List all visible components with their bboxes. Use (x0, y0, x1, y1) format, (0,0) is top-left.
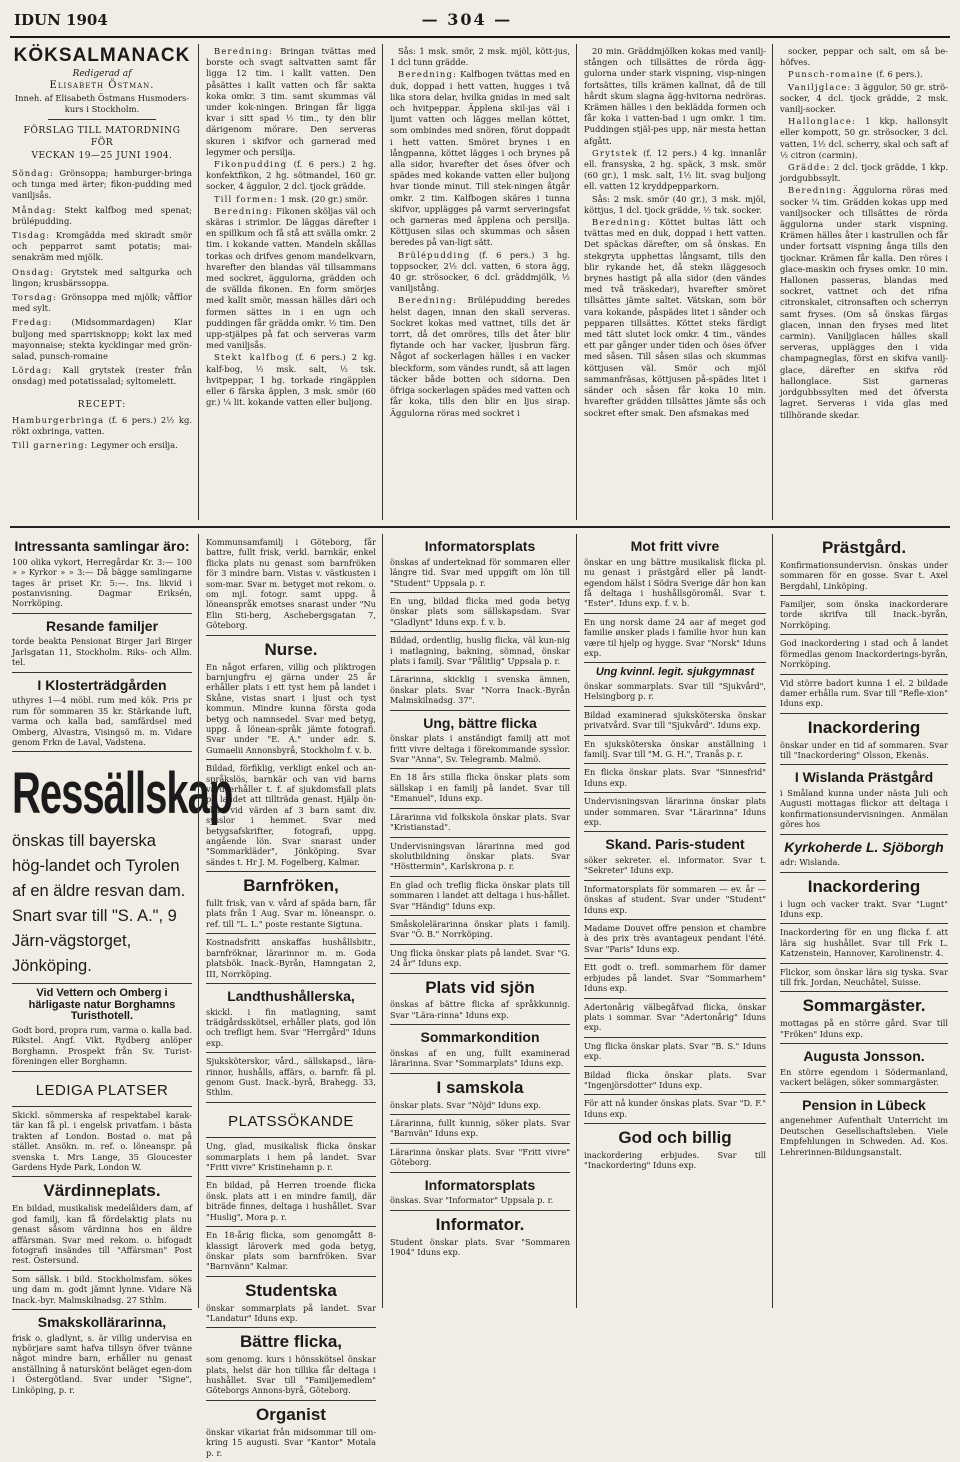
ads-column-4 (584, 534, 766, 1310)
recipe-paragraph (584, 194, 766, 216)
ad-text: önskar plats. Svar "Nöjd" Iduns exp. (390, 1099, 541, 1110)
ads-column-2 (206, 534, 376, 1458)
classified-ad (390, 838, 570, 877)
classified-ad (12, 1107, 192, 1177)
recipe-subheading: Fikonpudding (214, 159, 288, 170)
classified-ad (780, 964, 948, 993)
ad-heading: Nurse. (264, 639, 318, 659)
ad-text: önskas af bättre flicka af språkkunnig. Svar "Lära-rinna" Iduns exp. (390, 999, 570, 1020)
menu-day (12, 230, 192, 264)
classified-ad (584, 707, 766, 736)
day-menu: Grytstek med saltgurka och lingon; krusbärssoppa. (12, 266, 192, 288)
ad-heading: Ung kvinnl. legit. sjukgymnast (595, 666, 755, 679)
ad-heading: Informatorsplats (424, 1176, 536, 1193)
ad-text: En något erfaren, villig och pliktrogen barnjungfru ej gärna under 25 år erhåller plats i ett tyst hem på landet i Skåne, vistas snart i ljust och tyst kommun. Mindre kunna första goda betyg och namnsedel. Svar med betyg, uppg. å lönean-språk jämte fotografi. Svar under "E. A." under adr. S. Gumaelii Annonsbyrå, Stockholm f. v. b. (206, 661, 376, 755)
ad-text: En bildad, musikalisk medelålders dam, af god familj, kan få fördelaktig plats nu genast såsom värdinna hos en äldre affärsman. Svar med rekom. o. bifogadt fotografi insändes till "Affärsman" Post rest. Östersund. (12, 1203, 192, 1266)
ad-text: En glad och treflig flicka önskar plats till sommaren i landet att deltaga i hus-hållet. Svar "Händig" Iduns exp. (390, 879, 570, 911)
classified-ad (206, 1328, 376, 1400)
ad-heading: I samskola (436, 1077, 524, 1097)
recipe-subheading: Beredning: (398, 69, 458, 80)
classified-ad (390, 809, 570, 838)
recipe-text: 1 msk. (20 gr.) smör. (280, 193, 368, 204)
classified-ad (780, 1093, 948, 1161)
ad-text: angenehmer Aufenthalt Unterricht im Deutschen Gesellschaftsleben. Viele Empfehlungen in Schweden. Ad. Kos. Lehrerinnen-Bildungsanstalt. (780, 1115, 948, 1157)
recipe-text: 1 kkp. hallonsylt eller kompott, 50 gr. strösocker, 3 dcl. vatten, 1½ dcl. scherry, skal och saft af ½ citron (carmin). (780, 116, 948, 160)
recipe-subheading: Vaniljglace: (788, 81, 852, 92)
classified-ad (780, 534, 948, 596)
ads-column-1 (12, 534, 233, 1395)
classified-ad (390, 945, 570, 974)
ad-text: En 18-årig flicka, som genomgått 8-klassigt läroverk med goda betyg, önskar plats som barnfröken. Svar "Barnvänn" Kalmar. (206, 1230, 376, 1272)
recipe-text: 3 äggulor, 50 gr. strö-socker, 4 dcl. tjock grädde, 2 msk. vanilj-socker. (780, 81, 948, 115)
recipe-text: (f. 6 pers.) 3 hg. toppsocker, 2½ dcl. vatten, 6 stora ägg, 40 gr. strösocker, 6 dcl. gräddmjölk, ½ vaniljstång. (390, 249, 570, 294)
classified-ad (390, 534, 570, 593)
recipe-text: (f. 6 pers.) 2 kg. kalf-bog, ½ msk. salt, ½ tsk. hvitpeppar, 1 hg. torkade ringäpplen eller 6 färska äpplen, 3 msk. smör (60 gr.) ¼ lit. kokande vatten eller buljong. (206, 352, 376, 408)
recipe-paragraph (780, 82, 948, 116)
classified-ad (390, 593, 570, 632)
classified-ad (12, 614, 192, 673)
week-label: VECKAN 19—25 JUNI 1904. (31, 150, 173, 161)
ad-text: inackordering erbjudes. Svar till "Inackordering" Iduns exp. (584, 1150, 766, 1171)
recipe-subheading: Beredning: (592, 217, 652, 228)
section-heading: PLATSSÖKANDE (206, 1103, 376, 1138)
menu-heading: FÖRSLAG TILL MATORDNING FÖR (23, 125, 181, 148)
ad-heading: Mot fritt vivre (630, 538, 720, 554)
classified-ad (780, 1044, 948, 1093)
ad-text: Lärarinna önskar plats. Svar "Fritt vivre" Göteborg. (390, 1146, 570, 1168)
recipe-text: (f. 6 pers.). (876, 69, 923, 80)
garnish-title: Till garnering: (12, 440, 89, 451)
recipe-subheading: Beredning: (788, 185, 848, 196)
ad-text: önskar sommarplats på landet. Svar "Landatur" Iduns exp. (206, 1302, 376, 1323)
recipe-text: (f. 12 pers.) 4 kg. innanlår ell. fransyska, 2 hg. späck, 3 msk. smör (60 gr.), 1 msk. salt, 1½ lit. svag buljong ell. vatten 12 kryddpepparkorn. (584, 147, 767, 192)
recipe-paragraph (584, 46, 766, 147)
classified-ad (206, 760, 376, 872)
ad-text: önskas af en ung, fullt examinerad lärarinna. Svar "Sommarplats" Iduns exp. (390, 1047, 570, 1069)
ad-text: Inackordering för en ung flicka f. att lära sig hushållet. Svar till Frk L. Katzenstein, Hannover, Karolinenstr. 4. (780, 927, 948, 959)
advertisement-section (10, 528, 950, 1458)
recipe-paragraph (206, 46, 376, 158)
ad-heading: Resande familjer (45, 617, 159, 634)
almanac-heading: KÖKSALMANACK (13, 45, 191, 66)
garnish-text: Legymer och ersilja. (90, 440, 178, 451)
ad-text: Bildad flicka önskar plats. Svar "Ingenjörsdotter" Iduns exp. (584, 1069, 766, 1090)
ad-text: önskas. Svar "Informator" Uppsala p. r. (390, 1195, 554, 1206)
ad-text: önskar vikariat från midsommar till om-kring 15 augusti. Svar "Kantor" Motala p. r. (206, 1426, 376, 1458)
ad-heading: God och billig (618, 1128, 732, 1148)
ad-heading: Studentska (245, 1280, 337, 1300)
recipe-subheading: Punsch-romaine (788, 69, 874, 80)
recipe-text: Bringan tvättas med borste och svagt saltvatten samt får ligga 12 tim. i kallt vatten. Den påsättes i kallt vatten och får sakta koka omkr. 3 tim. samt skummas väl under kok-ningen. Bringan får ligga kvar i sitt spad ½ tim., ty den blir därigenom mörare. Den serveras skuren i skifvor och garnerad med legymer och persilja. (206, 46, 376, 157)
ad-text: Lärarinna, fullt kunnig, söker plats. Svar "Barnvän" Iduns exp. (390, 1117, 570, 1139)
recipe-text: Sås: 2 msk. smör (40 gr.), 3 msk. mjöl, köttjus, 1 dcl. tjock grädde, ½ tsk. socker. (584, 193, 766, 215)
classified-ad (584, 881, 766, 920)
ad-text: Lärarinna vid folkskola önskar plats. Svar "Kristianstad". (390, 811, 570, 833)
classified-ad (390, 769, 570, 808)
menu-day (12, 292, 192, 314)
page-number: — 304 — (421, 10, 513, 29)
ad-heading: Ung, bättre flicka (423, 714, 537, 731)
ad-text: torde beakta Pensionat Birger Jarl Birger Jarlsgatan 11, Stockholm. Riks- och Allm. tel. (12, 636, 192, 668)
ad-text: som genomg. kurs i hönsskötsel önskar plats, helst där hon tillika får deltaga i hushållet. Svar till "Familjemedlem" Göteborgs Annons-byrå, Göteborg. (206, 1354, 376, 1396)
recipe-paragraph (206, 206, 376, 352)
ad-text: God inackordering i stad och å landet förmedlas genom Inackorderings-byrån, Norrköping. (780, 638, 948, 670)
classified-ad (390, 1025, 570, 1074)
ad-text: En bildad, på Herren troende flicka önsk. plats att i en mindre familj, där biträde finnes, deltaga i hushållet. Svar "Huslig", Mora p. r. (206, 1180, 376, 1222)
classified-ad (584, 1124, 766, 1175)
recipe-paragraph (780, 162, 948, 184)
classified-ad (390, 671, 570, 710)
recipe-paragraph (390, 46, 570, 68)
recipe-paragraph (390, 69, 570, 248)
ad-text: Ett godt o. trefl. sommarhem för damer erbjudes på landet. Svar "Sommarhem" Iduns exp. (584, 962, 766, 994)
day-menu: Kromgädda med skiradt smör och pepparrot samt potatis; mai-senakräm med mjölk. (12, 230, 192, 263)
classified-ad (12, 752, 233, 984)
ad-text: Flickor, som önskar lära sig tyska. Svar till frk. Jordan, Neuchâtel, Suisse. (780, 966, 948, 988)
recipe-paragraph (780, 69, 948, 80)
menu-day (12, 168, 192, 202)
menu-day (12, 317, 192, 362)
classified-ad (206, 534, 376, 636)
classified-ad (584, 793, 766, 832)
recipe-subheading: Beredning: (214, 205, 274, 216)
ad-heading: Informatorsplats (424, 538, 536, 554)
ad-text: Vid större badort kunna 1 el. 2 bildade damer erhålla rum. Svar till "Refle-xion" Iduns exp. (780, 677, 948, 709)
classified-ad (206, 934, 376, 984)
ad-heading: Värdinneplats. (43, 1181, 161, 1201)
recipe-text: 20 min. Gräddmjölken kokas med vanilj-stången och tillsättes de rörda ägg-gulorna under stark vispning, visp-ningen fortsättes, tills krämen kallnat, då de till hårdt skum slagna ägg-hvitorna nedröras. Krämen hälles i den beklädda formen och får koka i vatten-bad i ugn omkr. 1 tim. Puddingen stjäl-pes upp, när mesta hettan afgått. (584, 46, 766, 146)
ad-text: Bildad examinerad sjuksköterska önskar privatvård. Svar till "Sjukvård". Iduns exp. (584, 709, 766, 731)
ad-text: uthyres 1—4 möbl. rum med kök. Pris pr rum för sommaren 35 kr. Stärkande luft, varma och kalla bad, samfärdsel med Omberg, Alvastra, Visingsö m. m. Vidare genom Frkn de Laval, Vadstena. (12, 695, 192, 747)
edited-by: Redigerad af (72, 69, 132, 80)
ad-text: söker sekreter. el. informator. Svar t. "Sekreter" Iduns exp. (584, 855, 766, 876)
day-menu: Stekt kalfbog med spenat; brülépudding. (12, 204, 192, 226)
ad-text: fullt frisk, van v. vård af späda barn, får plats från 1 Aug. Svar m. löneanspr. o. ref. till "L. L." poste restante Sigtuna. (206, 898, 376, 929)
ad-text: Undervisningsvan lärarinna önskar plats under sommaren. Svar "Lärarinna" Iduns exp. (584, 796, 766, 827)
classified-ad (206, 1053, 376, 1103)
recipe-paragraph (206, 352, 376, 408)
classified-ad (780, 924, 948, 963)
classified-ad (584, 663, 766, 706)
recipe-paragraph (584, 148, 766, 193)
classified-ad (584, 832, 766, 881)
ad-text: Kommunsamfamilj i Göteborg, får battre, fullt frisk, verkl. barnkär, enkel flicka plats nu genast som barnfröken för 3 mindre barn. Vistas v. västkusten i som-mar. Svar m. betyget mot rekom. o. om mjl. fotogr. samt uppg. å löneanspråk emotses snarast under "Nu Elin Sti-berg, Aschebergsgatan 7, Göteborg. (206, 537, 376, 631)
section-heading: LEDIGA PLATSER (12, 1072, 192, 1107)
ad-text: Undervisningsvan lärarinna med god skolutbildning önskar plats. Svar "Hösttermin", Karlskrona p. r. (390, 840, 570, 872)
ad-heading: Plats vid sjön (425, 977, 535, 997)
classified-ad (12, 534, 192, 614)
classified-ad (780, 992, 948, 1044)
day-menu: Grönsoppa med mjölk; våfflor med sylt. (12, 292, 192, 314)
ad-text: En 18 års stilla flicka önskar plats som sällskap i en familj på landet. Svar till "Emanuel", Iduns exp. (390, 772, 570, 804)
recipe-section (10, 38, 950, 528)
classified-ad (12, 984, 192, 1071)
classified-ad (390, 711, 570, 770)
classified-ad (780, 765, 948, 834)
ad-text: Ung flicka önskar plats på landet. Svar "G. 24 år" Iduns exp. (390, 947, 570, 969)
ad-text: önskas till bayerska hög-landet och Tyrolen af en äldre resvan dam. Snart svar till "S. A.", 9 Järn-vägstorget, Jönköping. (12, 832, 186, 976)
ad-heading: Bättre flicka, (239, 1332, 343, 1352)
ad-text: Godt bord, propra rum, varma o. kalla bad. Rikstel. Angf. Vikt. Rydberg anlöper Borghamn. Prospekt från Sv. Turist-föreningen eller Borghamn. (12, 1024, 192, 1067)
recipe-text: socker, peppar och salt, om så be-höfves. (780, 46, 948, 68)
ad-text: En ung, bildad flicka med goda betyg önskar plats som sällskapsdam. Svar "Gladlynt" Iduns exp. f. v. b. (390, 595, 570, 627)
classified-ad (390, 1211, 570, 1262)
day-name: Tisdag: (12, 230, 51, 241)
recipe-text: Fikonen sköljas väl och skäras i strimlor. De läggas därefter i en spillkum och få stå att svälla omkr. 2 tim. i kokande vatten. Mandeln skållas torkas och drifves genom mandelkvarn, hvarefter den blandas väl tillsammans med sockret, äggulorna, grädden och de svällda fikonen. En form smörjes med kallt smör, massan hälles däri och formen sättes in i en ugn och puddingen får grädda omkr. ½ tim. Den upp-stjälpes på fat och serveras varm med vaniljsås. (206, 205, 376, 351)
ad-heading: I Klosterträdgården (37, 676, 167, 693)
ad-text: En ung norsk dame 24 aar af meget god familie ønsker plads i familie hvor hun kan være til hjelp og hygge. Svar "Norsk" Iduns exp. (584, 616, 766, 658)
classified-ad (390, 632, 570, 671)
ad-text: Konfirmationsundervisn. önskas under sommaren för en gosse. Svar t. Axel Bergdahl, Linköping. (780, 559, 948, 591)
classified-ad (12, 673, 192, 753)
ad-heading: Prästgård. (821, 538, 907, 557)
recipe-subheading: Stekt kalfbog (214, 352, 290, 363)
recipe-paragraph (206, 194, 376, 205)
publication-title: IDUN 1904 (14, 11, 108, 29)
classified-ad (584, 959, 766, 998)
recipe-subheading: Hallonglace: (788, 116, 856, 127)
classified-ad (584, 534, 766, 614)
classified-ad (584, 999, 766, 1038)
ad-text: Bildad, förfiklig, verkligt enkel och an-språkslös, barnkär och van vid barns vård erhåller t. f. af sjukdomsfall plats på landet att tillträda genast. Hjälp ön-skas vid värden af 3 barn samt div. sysslor i hemmet. Svar med betygsafskrifter, fotografi, uppg. angående lön. Svar snarast under "Sommarkläder", Jönköping. Svar sändes t. Hr J. M. Fogelberg, Kalmar. (206, 763, 376, 867)
day-name: Söndag: (12, 168, 54, 179)
menu-day (12, 267, 192, 289)
classified-ad (780, 714, 948, 766)
recipe-paragraph (206, 159, 376, 193)
ad-heading: Landthushållerska, (227, 987, 355, 1004)
recipe-text: (f. 6 pers.) 2½ kg. rökt oxbringa, vatten. (12, 414, 192, 437)
ad-text: Madame Douvet offre pension et chambre à des prix très avantageux pendant l'été. Svar "Paris" Iduns exp. (584, 923, 766, 954)
ad-text: Informatorsplats för sommaren — ev. år — önskas af student. Svar under "Student" Iduns exp. (584, 883, 766, 915)
ad-text: Adertonårig välbegåfvad flicka, önskar plats i sommar. Svar "Adertonårig" Iduns exp. (584, 1001, 766, 1033)
recipe-text: Sås: 1 msk. smör, 2 msk. mjöl, kött-jus, 1 dcl tunn grädde. (390, 46, 570, 68)
classified-ad (390, 974, 570, 1026)
ad-text: Kostnadsfritt anskaffas hushållsbitr., barnfröknar, lärarinnor m. m. Goda platsbök. Inack.-Byrån, Hamngatan 2, III, Norrköping. (206, 937, 376, 979)
menu-day (12, 365, 192, 387)
classified-ad (390, 916, 570, 945)
classified-ad (584, 920, 766, 959)
recipe-paragraph (780, 185, 948, 420)
recipe-subheading: Grädde: (788, 162, 831, 173)
ad-text: En större egendom i Södermanland, vackert belägen, söker sommargäster. (780, 1066, 948, 1088)
day-menu: Kall grytstek (rester från onsdag) med potatissalad; syltomelett. (12, 365, 192, 387)
classified-ad (390, 1074, 570, 1115)
ads-column-3 (390, 534, 570, 1310)
proprietor: Inneh. af Elisabeth Östmans Husmoders-kurs i Stockholm. (14, 93, 190, 114)
recipe-text: 2 dcl. tjock grädde, 1 kkp. jordgubbssylt. (780, 162, 948, 184)
recipe-paragraph (390, 295, 570, 418)
recipe-text: Köttet bultas lätt och tvättas med en duk, doppad i hett vatten. Det späckas därefter, om så önskas. En stekgryta upphettas långsamt, tills den blir rykande het, då stekn iläggesoch brynes hastigt på alla sidor (den vändes med två träskedar), hvarefter smöret tillsättes jämte saltet. Vätskan, som bör vara kokande, påspädes litet i sänder och pepparen tillsättes. Köttet steks färdigt med tätt slutet lock omkr. 4 tim., vändes ett par gånger under tiden och öses öfver med såsen. Till såsen silas och skummas köttjusen väl. Smör och mjöl sammanfräsas, köttjusen på-spädes litet i sänder och såsen får koka 10 min. hvarefter grädden tillsättes jämte sås och sockret efter smak. Den afsmakas med (584, 217, 766, 418)
ad-text: önskar under en tid af sommaren. Svar till "Inackordering" Olsson, Ekenäs. (780, 739, 948, 760)
ad-text: Som sällsk. i bild. Stockholmsfam. sökes ung dam m. godt jämnt lynne. Vidare Nä Inack.-byr. Malmskilnadsg. 27 Sthlm. (12, 1273, 192, 1305)
menu-days (12, 168, 192, 388)
recipe-paragraph (390, 250, 570, 295)
day-name: Onsdag: (12, 266, 55, 277)
classified-ad (12, 1177, 192, 1270)
recipe-column-5 (780, 46, 948, 520)
classified-ad (390, 1115, 570, 1144)
recipe-text: Äggulorna röras med socker ¼ tim. Grädden kokas upp med vaniljsocker och tillsättes de rörda äggulorna under stark vispning. Krämen hälles åter i kastrullen och får under fortsatt vispning ånga tills den tjocknar. Krämen får kalla. Den röres i glace-maskin och fryses omkr. 10 min. Hallonen passeras, blandas med sockret, vattnet och det rifna citronskalet, citronsaften och scherryn samt fryses. (Om så önskas färgas glacen, innan den fryses med litet carmin). Vaniljglacen hälles skall serveras, upplägges den i vida champagneglas, först en skifva vanilj-glace, därefter en skifva röd hallonglace. Sist garneras jordgubbssylten med det öfverstа lagret. Serveras i vida glas med tillhörande skedar. (780, 185, 948, 420)
day-menu: Grönsoppa; hamburger-bringa och tunga med ärter; fikon-pudding med vaniljsås. (12, 168, 192, 201)
recipe-title: Hamburgerbringa (12, 414, 105, 425)
ad-text: Småskolelärarinna önskar plats i familj. Svar "Ö. B." Norrköping. (390, 918, 570, 940)
classified-ad (206, 636, 376, 761)
ad-heading: Barnfröken, (243, 876, 339, 896)
classified-ad (390, 877, 570, 916)
recipe-text: Kalfbogen tvättas med en duk, doppad i hett vatten, hugges i två lika stora delar, hvilka gnidas in med salt och hvitpeppar. Äpplena skil-jas väl i ljumt vatten och lägges mellan köttet, som ombindes med snören, förut doppadt i hett vatten. Smöret brynes i en långpanna, köttet lägges i och brynes på alla sidor, hvarefter det öses öfver och spädes med kokande vatten eller buljong hvar tionde minut. Till stek-ningen åtgår omkr. 2 tim. Kalfbogen skäres i tunna skifvor, upplägges på varmt serveringsfat och garneras med äpplena och persilja. Köttjusen silas och skummas och såsen beredes på van-ligt sätt. (390, 69, 570, 248)
classified-ad (12, 1310, 192, 1399)
classified-ad (780, 835, 948, 873)
ad-heading: Intressanta samlingar äro: (14, 538, 190, 554)
ad-heading: Vid Vettern och Omberg i härligaste natur Borghamns Turisthotell. (28, 987, 176, 1023)
ad-text: Lärarinna, skicklig i svenska ämnen, önskar plats. Svar "Norra Inack.-Byrån Malmskilnadsg. 37". (390, 674, 570, 706)
recipe-subheading: Brülépudding (398, 249, 471, 260)
ad-heading: I Wislanda Prästgård (794, 769, 934, 786)
classified-ad (780, 873, 948, 925)
ad-text: i lugn och vacker trakt. Svar "Lugnt" Iduns exp. (780, 898, 948, 920)
ad-text: Ung flicka önskar plats. Svar "B. S." Iduns exp. (584, 1040, 766, 1062)
classified-ad (584, 764, 766, 793)
ad-heading: Smakskollärarinna, (37, 1313, 167, 1330)
classified-ad (206, 1277, 376, 1329)
ad-heading: Organist (256, 1404, 326, 1424)
recipe-subheading: Grytstek (592, 147, 639, 158)
recipe-subheading: Beredning: (214, 46, 274, 56)
ad-text: önskar plats i anständigt familj att mot fritt vivre deltaga i förekommande sysslor. Svar "Anna", Sv. Telegramb. Malmö. (390, 733, 570, 765)
editor-name: Elisabeth Östman. (49, 80, 155, 92)
ad-text: adr: Wislanda. (780, 857, 840, 868)
masthead (10, 6, 950, 38)
recipe-paragraph (780, 46, 948, 68)
day-name: Fredag: (12, 317, 53, 328)
ad-heading: Sommargäster. (802, 996, 926, 1016)
classified-ad (206, 872, 376, 934)
ad-heading: Skand. Paris-student (605, 836, 745, 853)
ad-text: 100 olika vykort, Herregårdar Kr. 3:— 100 » » Kyrkor » » 3:— Då bägge samlingarne tages är priset Kr. 5:—. Ins. likvid i postanvisning. Dagmar Eriksén, Norrköping. (12, 556, 192, 609)
ad-text: frisk o. gladlynt, s. är villig undervisa en nybörjare samt hafva tillsyn öfver tvänne något mindre barn, erhåller nu genast anställning å naturskönt beläget egen-dom i Östergötland. Svar under "Signe", Linköping, p. r. (12, 1332, 192, 1395)
classified-ad (206, 1138, 376, 1177)
recipe-subheading: Beredning: (398, 295, 458, 306)
ad-heading: Informator. (435, 1214, 525, 1234)
classified-ad (780, 675, 948, 714)
ad-heading: Sommarkondition (420, 1029, 540, 1046)
classified-ad (584, 1067, 766, 1096)
ad-text: Sjuksköterskor, vård., sällskapsd., lära-rinnor, hushålls, affärs, o. barnfr. få pl. genom Gust. Inack.-byrå, Brahegg. 33, Sthlm. (206, 1056, 376, 1098)
recipe-column-3 (390, 46, 570, 520)
ad-heading: Ressällskap (12, 762, 233, 827)
day-name: Måndag: (12, 204, 57, 215)
classified-ad (206, 984, 376, 1053)
classified-ad (584, 1038, 766, 1067)
menu-day (12, 205, 192, 227)
ad-heading: Augusta Jonsson. (803, 1048, 925, 1065)
recipe-paragraph (780, 116, 948, 161)
classified-ad (390, 1173, 570, 1211)
ad-text: Familjer, som önska inackorderare torde skrifva till Inack.-byrån, Norrköping. (780, 599, 948, 630)
ad-text: önskar en ung bättre musikalisk flicka pl. nu genast i prästgård eller på landt-egendom hälst i Södra Sverige där hon kan få deltaga i hushållsgöromål. Svar t. "Ester". Iduns exp. f. v. b. (584, 556, 766, 609)
classified-ad (206, 1177, 376, 1227)
day-menu: (Midsommardagen) Klar buljong med sparrisknopp; kokt lax med mayonnaise; stekta kycklingar med grön-salad, punsch-romaine (12, 317, 192, 362)
day-name: Torsdag: (12, 292, 57, 303)
ad-text: För att nå kunder önskas plats. Svar "D. F." Iduns exp. (584, 1098, 766, 1119)
ad-text: Student önskar plats. Svar "Sommaren 1904" Iduns exp. (390, 1236, 570, 1257)
ad-text: skickl. i fin matlagning, samt trädgårdsskötsel, erhåller plats, god lön och trefligt hem. Svar "Herrgård" Iduns exp. (206, 1006, 376, 1048)
ad-heading: Inackordering (807, 717, 921, 737)
ad-text: Skickl. sömmerska af respektabel karak-tär kan få pl. i engelsk privatfam. i bästa trakten af London. Bostad o. mat på stället. Ansökn. m. ref. o. löneanspr. på svenska t. Mrs Lange, 35 Gloucester Gardens Hyde Park, London W. (12, 1110, 192, 1173)
classified-ad (206, 1227, 376, 1277)
almanac-column (12, 46, 192, 520)
recipe-column-4 (584, 46, 766, 520)
classified-ad (390, 1144, 570, 1173)
ad-text: Ung, glad, musikalisk flicka önskar sommarplats i hem på landet. Svar "Fritt vivre" Kristinehamn p. r. (206, 1141, 376, 1173)
ad-heading: Kyrkoherde L. Sjöborgh (784, 838, 944, 855)
recipe-paragraph (584, 217, 766, 419)
recipe-heading: RECEPT: (77, 399, 127, 410)
classified-ad (780, 596, 948, 635)
ad-text: mottagas på en större gård. Svar till "Fröken" Iduns exp. (780, 1018, 948, 1039)
ad-text: i Småland kunna under nästa Juli och Augusti mottagas flickor att deltaga i konfirmationsundervisningen. Anmälan göres hos (780, 788, 948, 830)
recipe-text: Brülépudding beredes helst dagen, innan den skall serveras. Sockret kokas med vattnet, tills det är torrt, då det omröres, tills det åter blir flytande och har vacker, ljusbrun färg. Något af sockerlagen hälles i en vacker bleckform, som vändes rundt, så att lagen täcker både botten och sidorna. Den öfriga sockerlagen spädes med vatten och får koka, tills den blir en ljus sirap. Äggulorna röras med sockret i (390, 295, 570, 418)
ad-text: En sjuksköterska önskar anställning i familj. Svar till "M. G. H.", Tranås p. r. (584, 738, 766, 759)
classified-ad (206, 1401, 376, 1462)
ads-column-5 (780, 534, 948, 1310)
recipe-text: (f. 6 pers.) 2 hg. konfektfikon, 2 hg. sötmandel, 160 gr. socker, 4 äggulor, 2 dcl. tjock grädde. (206, 159, 376, 192)
classified-ad (584, 614, 766, 664)
recipe-column-2 (206, 46, 376, 520)
ad-text: önskar sommarplats. Svar till "Sjukvård", Helsingborg p. r. (584, 680, 766, 702)
classified-ad (584, 1095, 766, 1124)
classified-ad (780, 635, 948, 674)
recipe-subheading: Till formen: (214, 193, 278, 204)
classified-ad (12, 1271, 192, 1310)
ad-heading: Inackordering (807, 876, 921, 896)
ad-text: En flicka önskar plats. Svar "Sinnesfrid" Iduns exp. (584, 767, 766, 788)
classified-ad (584, 736, 766, 765)
day-name: Lördag: (12, 365, 53, 376)
ad-heading: Pension in Lübeck (802, 1096, 926, 1113)
ad-text: önskas af underteknad för sommaren eller längre tid. Svar med uppgift om lön till "Student" Uppsala p. r. (390, 556, 570, 588)
ad-text: Bildad, ordentlig, huslig flicka, väl kun-nig i matlagning, bakning, sömnad, önskar plats i familj. Svar "Pålitlig" Uppsala p. r. (390, 635, 570, 666)
